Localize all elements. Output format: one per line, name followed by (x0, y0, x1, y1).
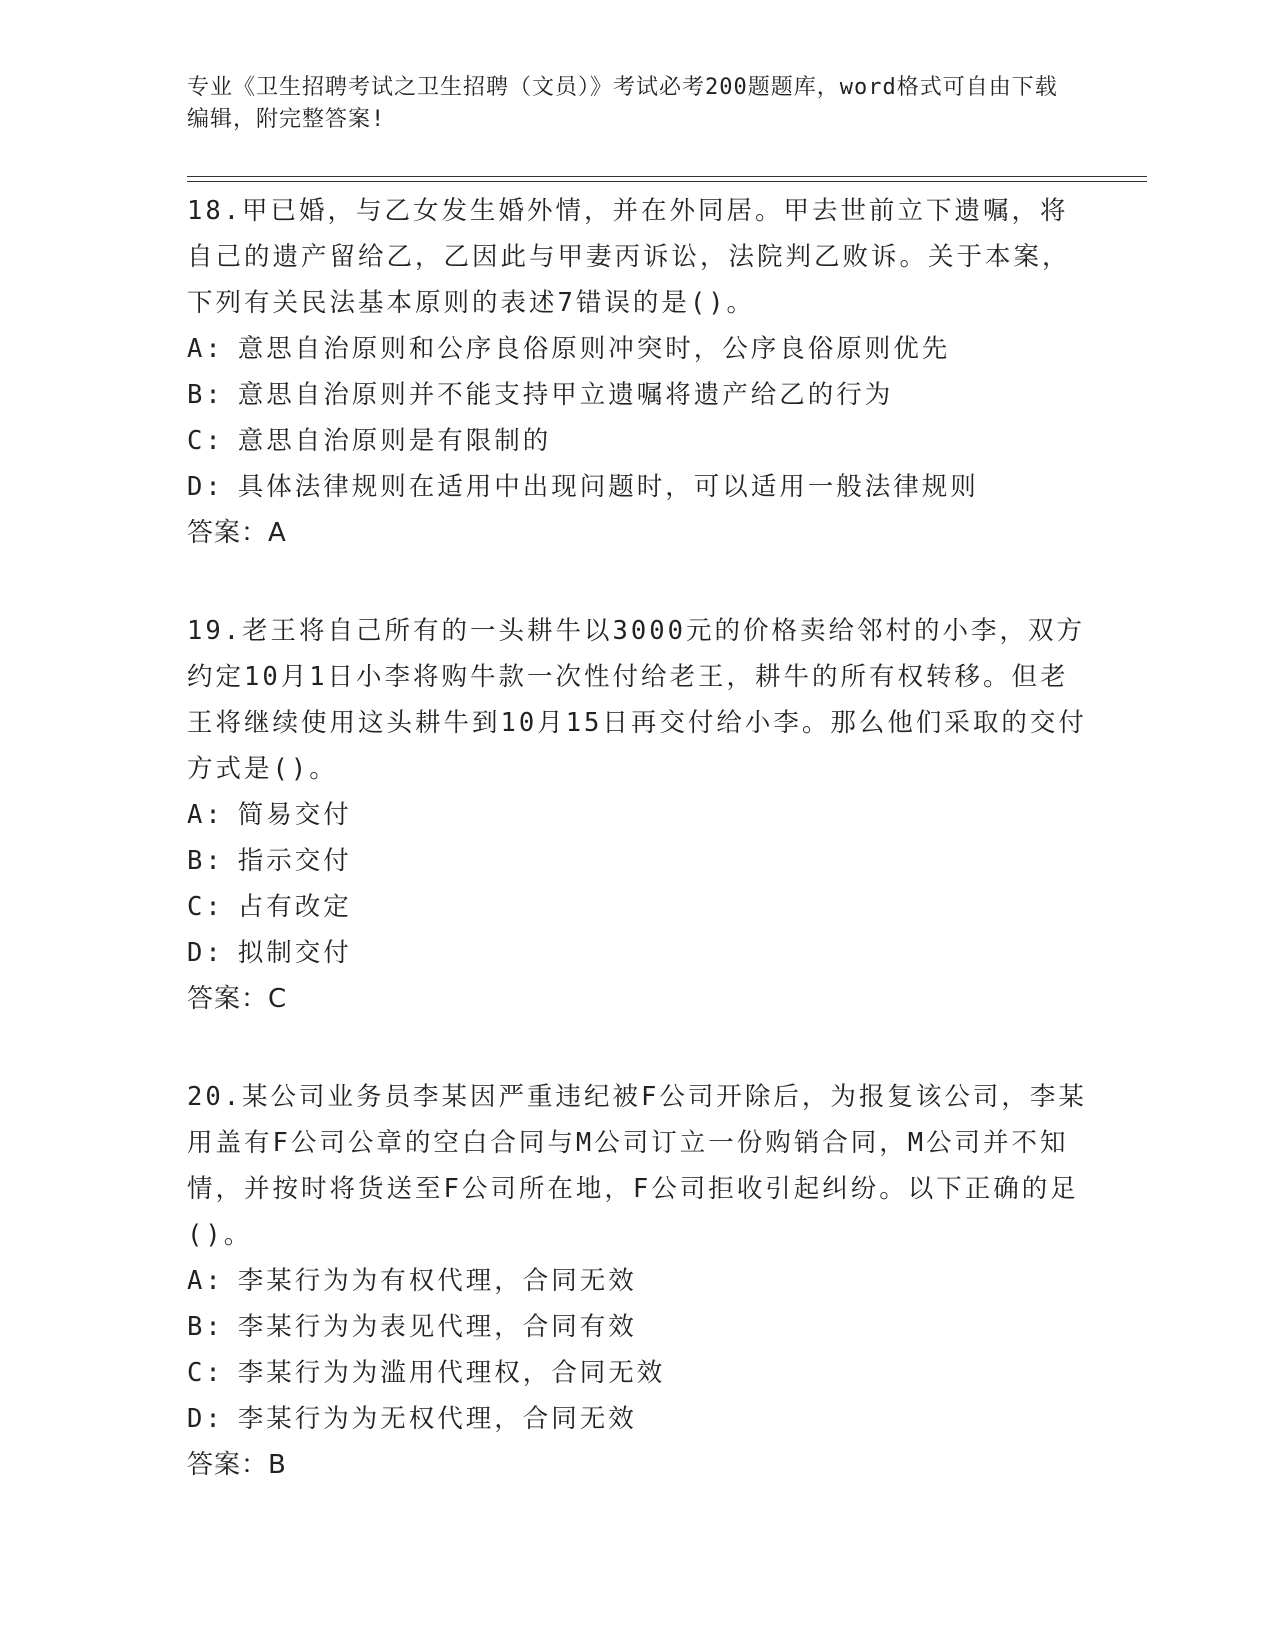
header-divider-bottom (187, 181, 1147, 182)
question-stem: 18.甲已婚，与乙女发生婚外情，并在外同居。甲去世前立下遗嘱，将自己的遗产留给乙，乙因此与甲妻丙诉讼，法院判乙败诉。关于本案，下列有关民法基本原则的表述7错误的是()。 (187, 196, 1071, 318)
question-19 (187, 608, 1087, 1022)
option-letter: B: (187, 380, 224, 410)
option-text: 意思自治原则和公序良俗原则冲突时，公序良俗原则优先 (237, 334, 951, 364)
option-text: 李某行为为滥用代理权，合同无效 (237, 1358, 666, 1388)
option-text: 意思自治原则并不能支持甲立遗嘱将遗产给乙的行为 (237, 380, 894, 410)
option-letter: B: (187, 1312, 224, 1342)
document-header: 专业《卫生招聘考试之卫生招聘（文员）》考试必考200题题库，word格式可自由下载编辑，附完整答案! (187, 75, 1058, 132)
option-letter: D: (187, 938, 224, 968)
option-text: 李某行为为表见代理，合同有效 (237, 1312, 637, 1342)
answer-line: 答案：A (187, 518, 287, 548)
option-c (187, 1350, 1087, 1396)
option-text: 占有改定 (237, 892, 352, 922)
option-a (187, 792, 1087, 838)
option-a (187, 1258, 1087, 1304)
option-letter: C: (187, 1358, 224, 1388)
question-list (187, 188, 1087, 1540)
option-letter: A: (187, 800, 224, 830)
option-letter: C: (187, 426, 224, 456)
question-20 (187, 1074, 1087, 1488)
option-c (187, 418, 1087, 464)
option-b (187, 372, 1087, 418)
option-letter: A: (187, 334, 224, 364)
answer-line: 答案：C (187, 984, 288, 1014)
question-18 (187, 188, 1087, 556)
option-b (187, 838, 1087, 884)
question-stem: 19.老王将自己所有的一头耕牛以3000元的价格卖给邻村的小李，双方约定10月1日小李将购牛款一次性付给老王，耕牛的所有权转移。但老王将继续使用这头耕牛到10月15日再交付给小李。那么他们采取的交付方式是()。 (187, 616, 1087, 784)
option-letter: C: (187, 892, 224, 922)
header-divider-top (187, 176, 1147, 177)
answer-line: 答案：B (187, 1450, 287, 1480)
option-text: 意思自治原则是有限制的 (237, 426, 552, 456)
option-letter: D: (187, 472, 224, 502)
option-d (187, 1396, 1087, 1442)
option-letter: B: (187, 846, 224, 876)
option-letter: D: (187, 1404, 224, 1434)
option-text: 指示交付 (237, 846, 352, 876)
option-d (187, 930, 1087, 976)
option-c (187, 884, 1087, 930)
option-b (187, 1304, 1087, 1350)
option-text: 李某行为为有权代理，合同无效 (237, 1266, 637, 1296)
question-stem: 20.某公司业务员李某因严重违纪被F公司开除后，为报复该公司，李某用盖有F公司公章的空白合同与M公司订立一份购销合同，M公司并不知情，并按时将货送至F公司所在地，F公司拒收引起纠纷。以下正确的足()。 (187, 1082, 1087, 1250)
option-text: 具体法律规则在适用中出现问题时，可以适用一般法律规则 (237, 472, 979, 502)
option-text: 拟制交付 (237, 938, 352, 968)
option-a (187, 326, 1087, 372)
option-text: 李某行为为无权代理，合同无效 (237, 1404, 637, 1434)
option-letter: A: (187, 1266, 224, 1296)
option-d (187, 464, 1087, 510)
option-text: 简易交付 (237, 800, 352, 830)
